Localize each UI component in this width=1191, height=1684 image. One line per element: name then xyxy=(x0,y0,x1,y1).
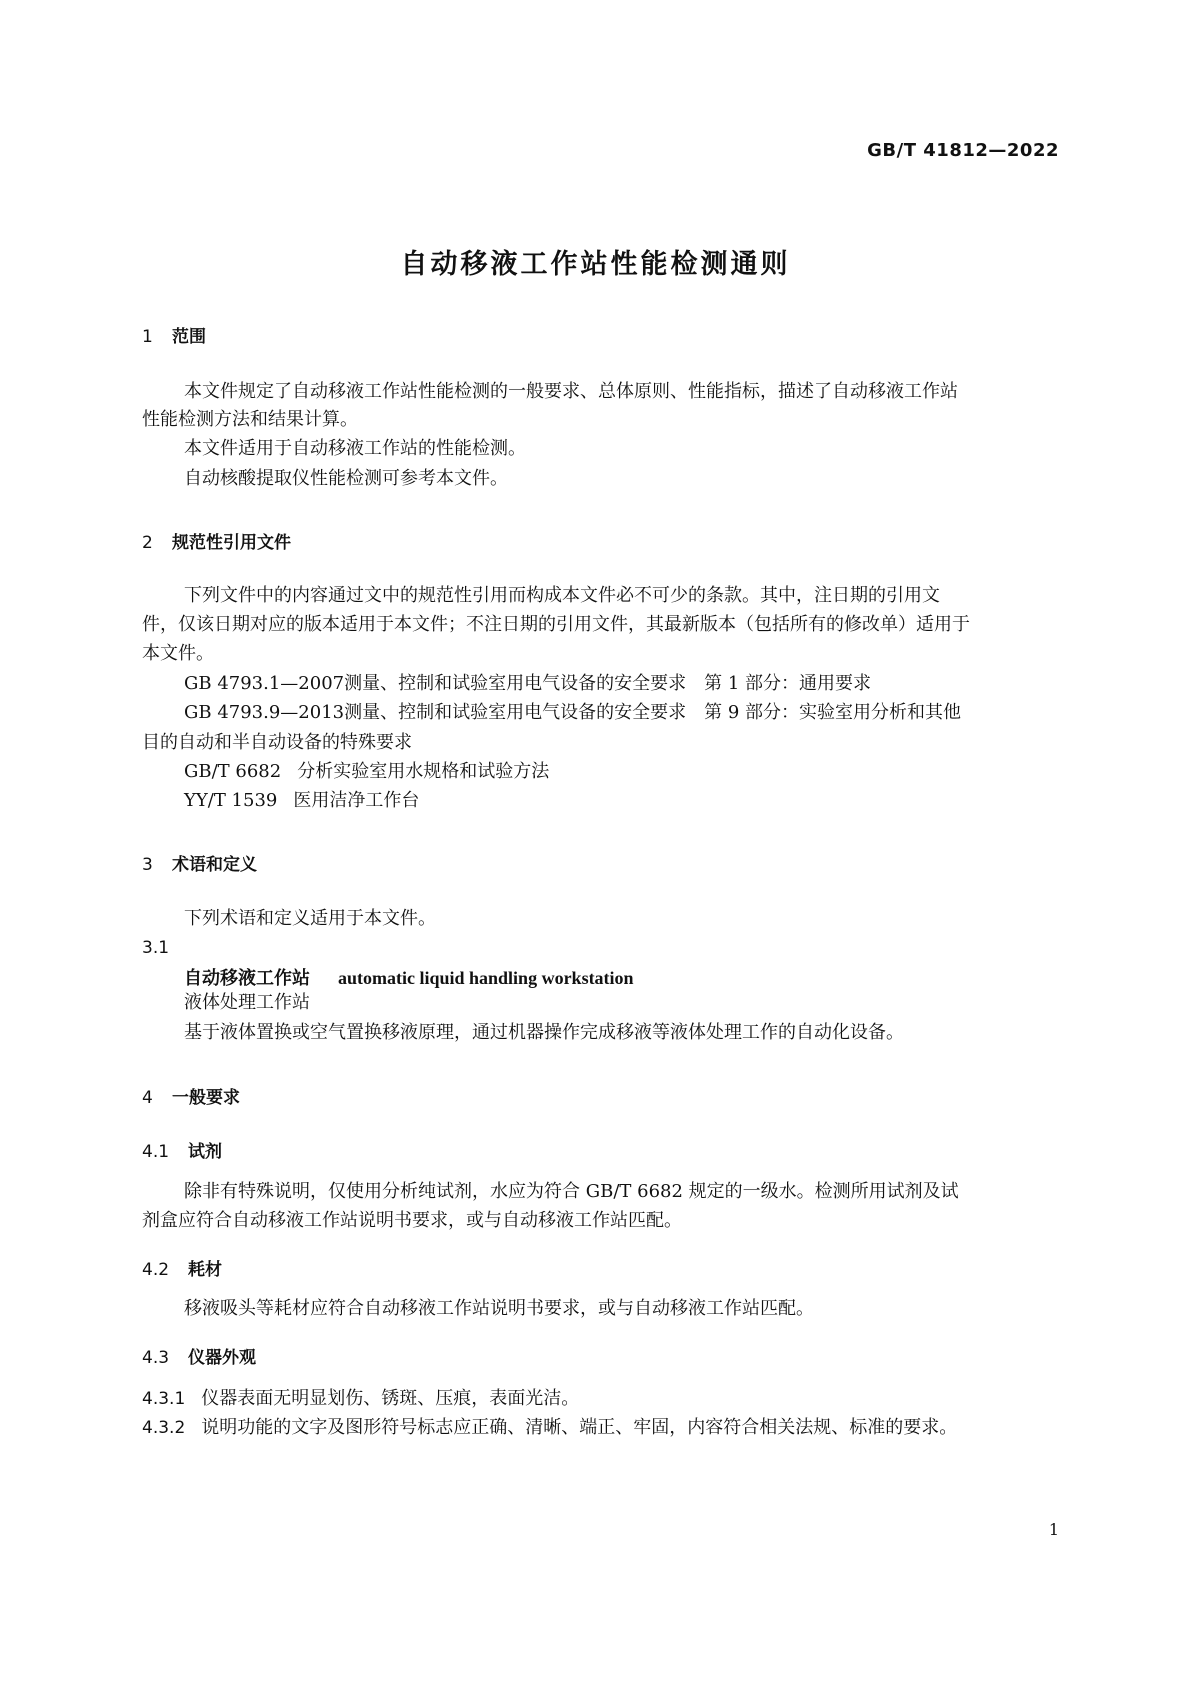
subsection-4-2-heading xyxy=(142,1255,222,1280)
section-number: 3 xyxy=(142,855,153,875)
paragraph: 移液吸头等耗材应符合自动移液工作站说明书要求，或与自动移液工作站匹配。 xyxy=(184,1298,814,1319)
subsection-4-3-heading xyxy=(142,1343,256,1368)
section-title: 规范性引用文件 xyxy=(172,533,291,553)
paragraph: 本文件。 xyxy=(142,643,214,664)
section-title: 范围 xyxy=(172,327,206,347)
section-number: 4 xyxy=(142,1088,153,1108)
subsection-number: 4.1 xyxy=(142,1142,170,1162)
clause-item xyxy=(142,1412,1062,1444)
reference-title: 测量、控制和试验室用电气设备的安全要求 第 9 部分：实验室用分析和其他 xyxy=(344,702,962,723)
reference-title: 医用洁净工作台 xyxy=(293,790,420,811)
subsection-number: 4.2 xyxy=(142,1260,170,1280)
section-number: 1 xyxy=(142,327,153,347)
term-chinese: 自动移液工作站 xyxy=(184,968,310,989)
paragraph: 下列术语和定义适用于本文件。 xyxy=(184,908,436,929)
term-admitted-name: 液体处理工作站 xyxy=(184,992,310,1013)
clause-text: 说明功能的文字及图形符号标志应正确、清晰、端正、牢固，内容符合相关法规、标准的要求。 xyxy=(201,1417,958,1438)
reference-code: GB 4793.9—2013 xyxy=(184,702,345,723)
section-2-heading xyxy=(142,528,291,553)
document-title: 自动移液工作站性能检测通则 xyxy=(400,249,791,280)
section-1-heading xyxy=(142,322,206,347)
reference-code: YY/T 1539 xyxy=(184,790,278,811)
normative-reference xyxy=(184,668,1064,700)
subsection-title: 仪器外观 xyxy=(188,1348,256,1368)
reference-code: GB 4793.1—2007 xyxy=(184,673,345,694)
normative-reference xyxy=(184,697,1064,729)
term-number: 3.1 xyxy=(142,938,170,958)
paragraph: 件，仅该日期对应的版本适用于本文件；不注日期的引用文件，其最新版本（包括所有的修改单）适用于 xyxy=(142,614,970,635)
normative-reference xyxy=(184,756,1064,788)
page-number: 1 xyxy=(1048,1520,1059,1539)
paragraph: 本文件适用于自动移液工作站的性能检测。 xyxy=(184,438,526,459)
paragraph: 除非有特殊说明，仅使用分析纯试剂，水应为符合 GB/T 6682 规定的一级水。检测所用试剂及试 xyxy=(184,1181,959,1202)
reference-code: GB/T 6682 xyxy=(184,761,282,782)
term-definition: 基于液体置换或空气置换移液原理，通过机器操作完成移液等液体处理工作的自动化设备。 xyxy=(184,1022,904,1043)
paragraph: 剂盒应符合自动移液工作站说明书要求，或与自动移液工作站匹配。 xyxy=(142,1210,682,1231)
term-english: automatic liquid handling workstation xyxy=(338,968,634,988)
section-title: 术语和定义 xyxy=(172,855,257,875)
subsection-title: 耗材 xyxy=(188,1260,222,1280)
reference-title-continued: 目的自动和半自动设备的特殊要求 xyxy=(142,732,412,753)
subsection-title: 试剂 xyxy=(188,1142,222,1162)
paragraph: 本文件规定了自动移液工作站性能检测的一般要求、总体原则、性能指标，描述了自动移液工作站 xyxy=(184,381,958,402)
clause-text: 仪器表面无明显划伤、锈斑、压痕，表面光洁。 xyxy=(201,1388,580,1409)
section-3-heading xyxy=(142,850,257,875)
clause-number: 4.3.1 xyxy=(142,1389,186,1409)
standard-code: GB/T 41812—2022 xyxy=(867,140,1059,161)
section-number: 2 xyxy=(142,533,153,553)
paragraph: 自动核酸提取仪性能检测可参考本文件。 xyxy=(184,468,508,489)
reference-title: 测量、控制和试验室用电气设备的安全要求 第 1 部分：通用要求 xyxy=(344,673,872,694)
paragraph: 下列文件中的内容通过文中的规范性引用而构成本文件必不可少的条款。其中，注日期的引用文 xyxy=(184,585,940,606)
section-title: 一般要求 xyxy=(172,1088,240,1108)
reference-title: 分析实验室用水规格和试验方法 xyxy=(297,761,550,782)
paragraph: 性能检测方法和结果计算。 xyxy=(142,409,358,430)
clause-number: 4.3.2 xyxy=(142,1418,186,1438)
subsection-4-1-heading xyxy=(142,1137,222,1162)
subsection-number: 4.3 xyxy=(142,1348,170,1368)
normative-reference xyxy=(184,785,1064,817)
clause-item xyxy=(142,1383,1062,1415)
section-4-heading xyxy=(142,1083,240,1108)
